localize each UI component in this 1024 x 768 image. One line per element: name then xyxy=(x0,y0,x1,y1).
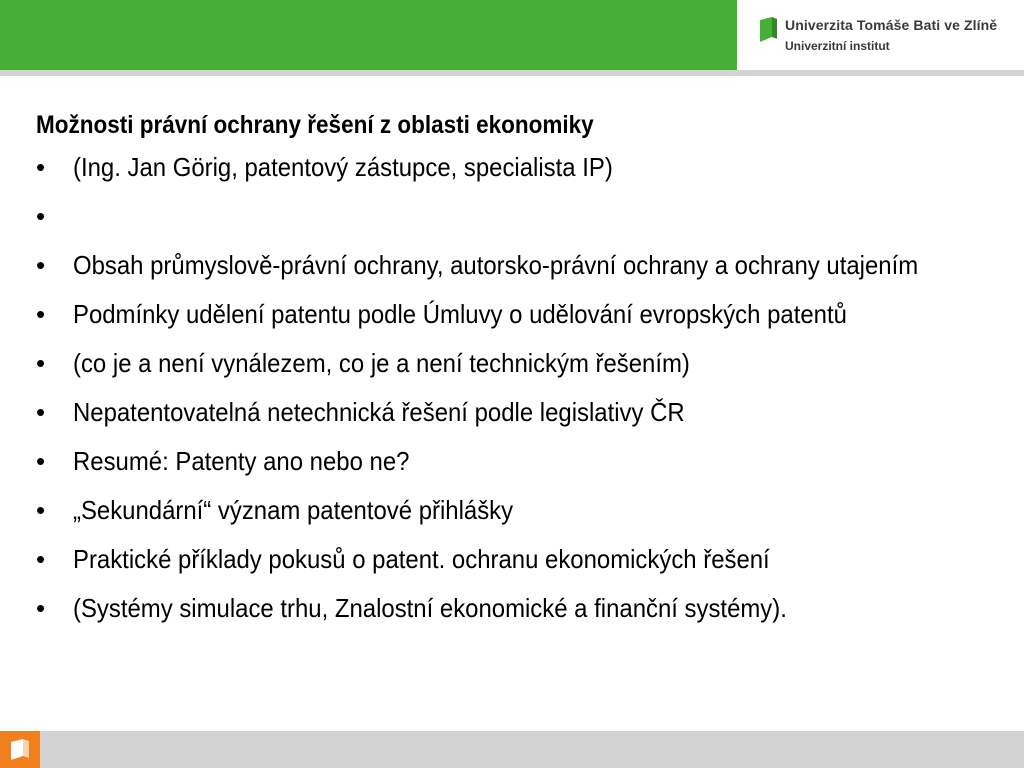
bullet-dot: • xyxy=(36,446,46,476)
bullet-dot: • xyxy=(36,201,46,231)
bullet-text: Podmínky udělení patentu podle Úmluvy o udělování evropských patentů xyxy=(73,299,847,329)
slide-title: Možnosti právní ochrany řešení z oblasti ekonomiky xyxy=(36,111,594,139)
bullet-text: Obsah průmyslově-právní ochrany, autorsko-právní ochrany a ochrany utajením xyxy=(73,250,919,280)
header-divider xyxy=(0,70,1024,76)
bullet-text: Nepatentovatelná netechnická řešení podle legislativy ČR xyxy=(73,397,685,427)
bullet-text: (co je a není vynálezem, co je a není technickým řešením) xyxy=(73,348,690,378)
slide-content xyxy=(36,107,996,637)
bullet-item xyxy=(36,392,996,433)
bullet-dot: • xyxy=(36,299,46,329)
bullet-item xyxy=(36,441,996,482)
bullet-item xyxy=(36,490,996,531)
bullet-text: „Sekundární“ význam patentové přihlášky xyxy=(73,495,514,525)
bullet-item xyxy=(36,343,996,384)
bullet-item xyxy=(36,245,996,286)
bullet-dot: • xyxy=(36,397,46,427)
bullet-item xyxy=(36,588,996,629)
bullet-text: Praktické příklady pokusů o patent. ochranu ekonomických řešení xyxy=(73,544,770,574)
bullet-item xyxy=(36,294,996,335)
footer-logo xyxy=(0,731,40,768)
bullet-list xyxy=(36,147,996,629)
university-name: Univerzita Tomáše Bati ve Zlíně xyxy=(785,17,998,33)
institute-name: Univerzitní institut xyxy=(785,39,890,53)
bullet-dot: • xyxy=(36,495,46,525)
book-icon xyxy=(11,739,29,760)
university-logo xyxy=(760,16,997,54)
bullet-item xyxy=(36,539,996,580)
bullet-dot: • xyxy=(36,348,46,378)
header-green-band xyxy=(0,0,737,70)
bullet-item xyxy=(36,196,996,237)
bullet-dot: • xyxy=(36,152,46,182)
book-icon xyxy=(760,17,777,42)
bullet-text: (Ing. Jan Görig, patentový zástupce, specialista IP) xyxy=(73,152,613,182)
bullet-dot: • xyxy=(36,593,46,623)
footer-bar xyxy=(0,731,1024,768)
bullet-text: Resumé: Patenty ano nebo ne? xyxy=(73,446,410,476)
bullet-text: (Systémy simulace trhu, Znalostní ekonomické a finanční systémy). xyxy=(73,593,787,623)
bullet-dot: • xyxy=(36,250,46,280)
logo-text xyxy=(785,16,997,54)
bullet-dot: • xyxy=(36,544,46,574)
bullet-item xyxy=(36,147,996,188)
